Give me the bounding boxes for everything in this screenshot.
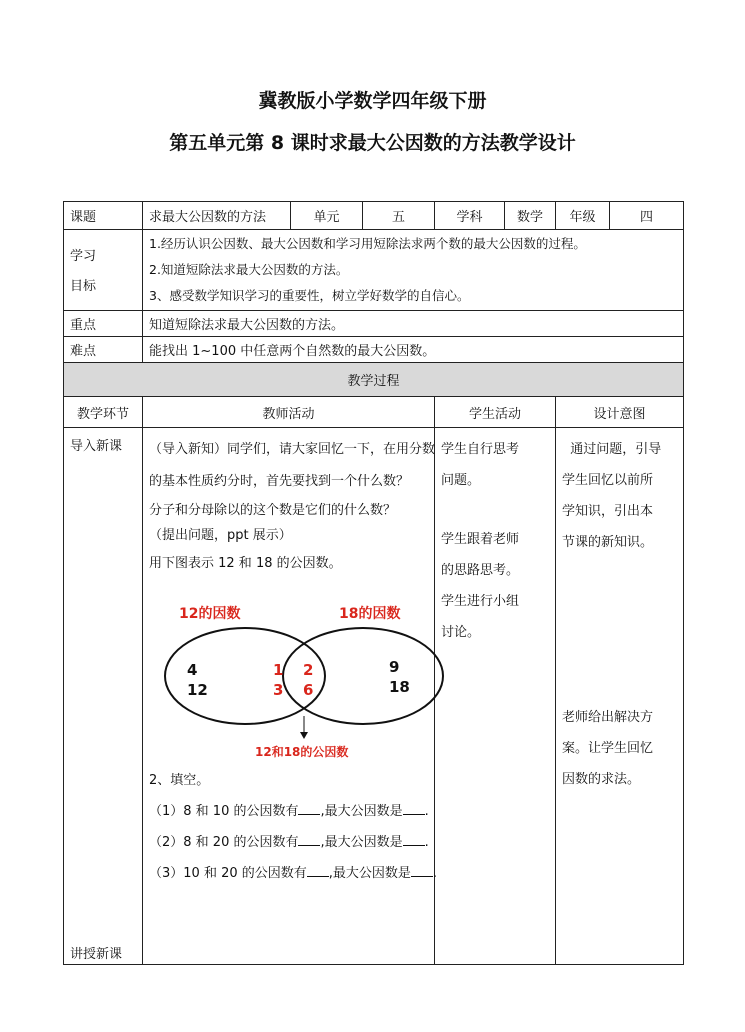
answer-blank[interactable] (298, 831, 320, 846)
student-line: 学生进行小组 (441, 594, 520, 609)
difficulty-row (64, 337, 684, 363)
lesson-plan-table (63, 201, 684, 965)
key-point-row (64, 311, 684, 337)
document-subtitle: 第五单元第 8 课时求最大公因数的方法教学设计 (169, 132, 576, 154)
teacher-line: 分子和分母除以的这个数是它们的什么数？ (149, 503, 397, 518)
fill-item (149, 796, 428, 827)
intent-line: 节课的新知识。 (562, 535, 654, 550)
topic-label: 课题 (64, 202, 143, 230)
venn-left-only: 12 (187, 681, 208, 699)
unit-value: 五 (363, 202, 435, 230)
subject-value: 数学 (505, 202, 556, 230)
fill-item (149, 827, 428, 858)
fill-item-prefix: （1）8 和 10 的公因数有 (149, 804, 299, 819)
difficulty-label: 难点 (64, 337, 143, 363)
process-body-row (64, 428, 684, 965)
venn-common: 3 (273, 681, 284, 699)
fill-item-middle: ,最大公因数是 (320, 804, 403, 819)
goals-label-line2: 目标 (70, 279, 97, 294)
student-line: 学生跟着老师 (441, 532, 520, 547)
process-title-row (64, 363, 684, 397)
subject-label: 学科 (435, 202, 505, 230)
venn-right-title: 18的因数 (339, 606, 401, 622)
col-stage: 教学环节 (64, 397, 143, 428)
answer-blank[interactable] (307, 862, 329, 877)
venn-left-title: 12的因数 (179, 606, 241, 622)
answer-blank[interactable] (403, 831, 425, 846)
document-title: 冀教版小学数学四年级下册 (258, 90, 487, 112)
difficulty-value: 能找出 1~100 中任意两个自然数的最大公因数。 (143, 337, 684, 363)
fill-item-suffix: . (424, 835, 429, 850)
goal-item: 1.经历认识公因数、最大公因数和学习用短除法求两个数的最大公因数的过程。 (149, 236, 586, 251)
venn-common: 2 (303, 661, 314, 679)
header-row (64, 202, 684, 230)
col-intent: 设计意图 (556, 397, 684, 428)
venn-bottom-label: 12和18的公因数 (255, 745, 349, 759)
teacher-line: （导入新知）同学们，请大家回忆一下，在用分数 (149, 442, 436, 457)
venn-common: 6 (303, 681, 314, 699)
student-line: 讨论。 (441, 625, 481, 640)
goal-item: 2.知道短除法求最大公因数的方法。 (149, 262, 349, 277)
stage-teach: 讲授新课 (70, 947, 123, 962)
process-columns-row (64, 397, 684, 428)
student-activity (432, 428, 556, 965)
grade-value: 四 (610, 202, 684, 230)
student-line: 学生自行思考 (441, 442, 520, 457)
fill-item-middle: ,最大公因数是 (320, 835, 403, 850)
intent-line: 老师给出解决方 (562, 710, 654, 725)
intent-line: 因数的求法。 (562, 772, 641, 787)
answer-blank[interactable] (298, 800, 320, 815)
venn-common: 1 (273, 661, 284, 679)
teacher-line: 的基本性质约分时，首先要找到一个什么数？ (149, 474, 410, 489)
fill-item-prefix: （3）10 和 20 的公因数有 (149, 866, 307, 881)
goals-row (64, 230, 684, 311)
answer-blank[interactable] (403, 800, 425, 815)
key-point-label: 重点 (64, 311, 143, 337)
goals-label (64, 230, 143, 311)
grade-label: 年级 (556, 202, 610, 230)
design-intent (556, 428, 684, 965)
venn-diagram (157, 586, 457, 761)
intent-line: 学生回忆以前所 (562, 473, 654, 488)
stage-cell (64, 428, 143, 965)
process-title: 教学过程 (64, 363, 684, 397)
teacher-line: 用下图表示 12 和 18 的公因数。 (149, 556, 342, 571)
teacher-activity (143, 428, 438, 965)
venn-right-only: 9 (389, 658, 400, 676)
venn-pointer-arrow (300, 732, 308, 739)
fill-item-suffix: . (424, 804, 429, 819)
goals-label-line1: 学习 (70, 249, 97, 264)
stage-intro: 导入新课 (70, 439, 123, 454)
col-teacher: 教师活动 (143, 397, 435, 428)
student-line: 的思路思考。 (441, 563, 520, 578)
fill-title: 2、填空。 (149, 773, 210, 788)
fill-item-middle: ,最大公因数是 (328, 866, 411, 881)
fill-item-suffix: . (432, 866, 438, 881)
unit-label: 单元 (291, 202, 363, 230)
teacher-line: （提出问题，ppt 展示） (149, 528, 292, 543)
key-point-value: 知道短除法求最大公因数的方法。 (143, 311, 684, 337)
intent-line: 案。让学生回忆 (562, 741, 654, 756)
answer-blank[interactable] (411, 862, 433, 877)
venn-right-only: 18 (389, 678, 410, 696)
intent-line: 学知识，引出本 (562, 504, 654, 519)
goal-item: 3、感受数学知识学习的重要性，树立学好数学的自信心。 (149, 288, 470, 303)
goals-content (143, 230, 684, 311)
col-student: 学生活动 (435, 397, 556, 428)
student-line: 问题。 (441, 473, 481, 488)
venn-left-only: 4 (187, 661, 198, 679)
fill-item (149, 858, 438, 889)
intent-line: 通过问题，引导 (562, 442, 662, 457)
fill-item-prefix: （2）8 和 20 的公因数有 (149, 835, 299, 850)
topic-value: 求最大公因数的方法 (143, 202, 291, 230)
